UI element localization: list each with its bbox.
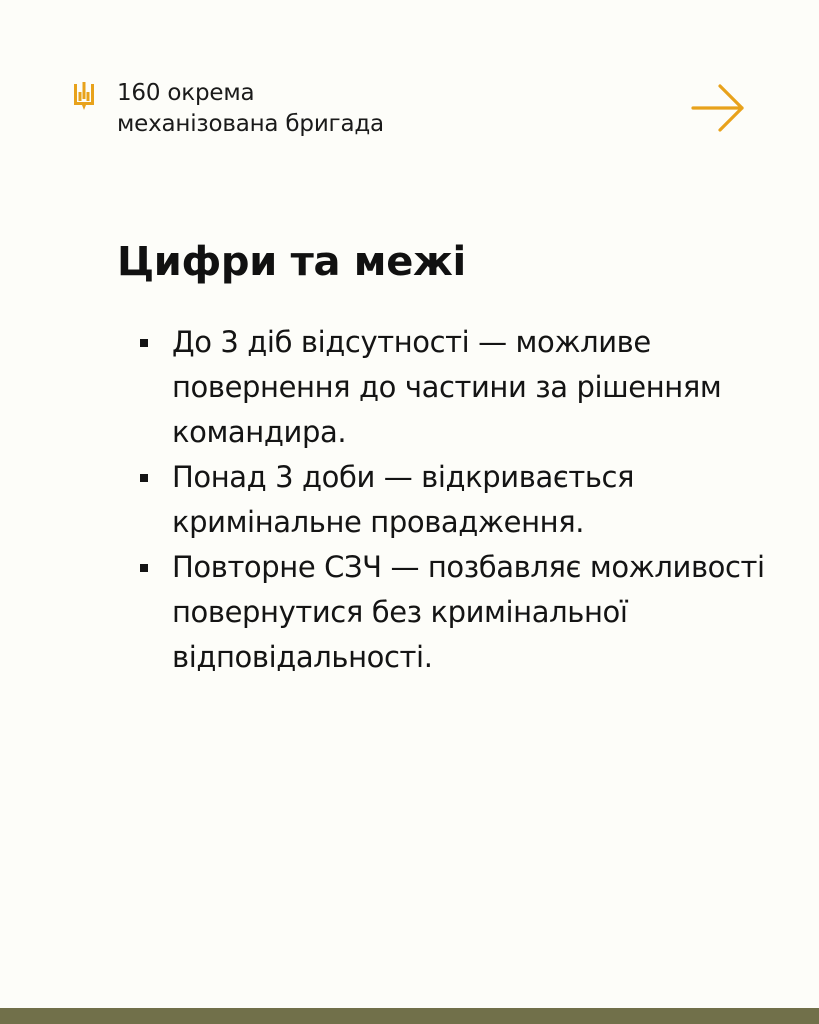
list-item <box>131 545 791 680</box>
points-list <box>131 320 791 680</box>
list-item <box>131 320 791 455</box>
brand-name <box>117 78 384 140</box>
page-title: Цифри та межі <box>117 239 466 285</box>
bullet-marker <box>140 564 148 572</box>
bullet-marker <box>140 474 148 482</box>
brand-line-2: механізована бригада <box>117 111 384 137</box>
brand-header <box>73 78 384 140</box>
bullet-marker <box>140 339 148 347</box>
list-item <box>131 455 791 545</box>
list-item-text: До 3 діб відсутності — можливе повернення до частини за рішенням командира. <box>172 325 722 449</box>
arrow-right-icon[interactable] <box>690 82 746 134</box>
list-item-text: Повторне СЗЧ — позбавляє можливості повернутися без кримінальної відповідальності. <box>172 550 765 674</box>
trident-icon <box>73 82 95 110</box>
list-item-text: Понад 3 доби — відкривається кримінальне провадження. <box>172 460 635 539</box>
footer-bar <box>0 1008 819 1024</box>
brand-line-1: 160 окрема <box>117 80 255 106</box>
